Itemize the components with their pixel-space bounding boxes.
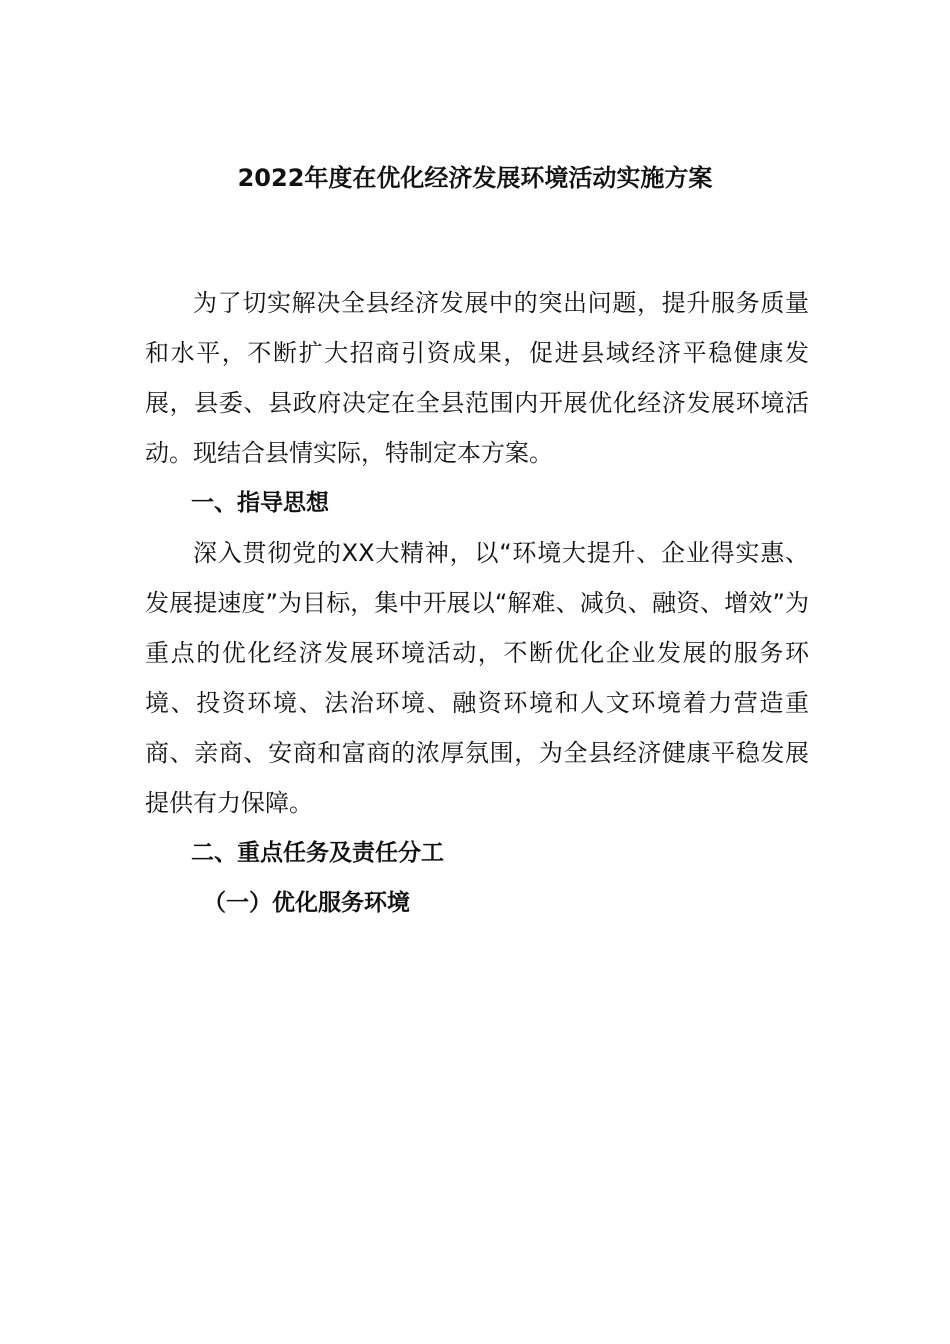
section-heading-guiding-ideology: 一、指导思想	[191, 490, 329, 516]
document-title: 2022年度在优化经济发展环境活动实施方案	[237, 164, 713, 192]
subsection-heading-service-environment: （一）优化服务环境	[203, 890, 410, 916]
guiding-ideology-paragraph: 深入贯彻党的XX大精神，以“环境大提升、企业得实惠、发展提速度”为目标，集中开展以“解难、减负、融资、增效”为重点的优化经济发展环境活动，不断优化企业发展的服务环境、投资环境、法治环境、融资环境和人文环境着力营造重商、亲商、安商和富商的浓厚氛围，为全县经济健康平稳发展提供有力保障。	[145, 539, 809, 817]
document-body	[145, 278, 809, 928]
section-heading-key-tasks: 二、重点任务及责任分工	[191, 840, 444, 866]
intro-paragraph: 为了切实解决全县经济发展中的突出问题，提升服务质量和水平，不断扩大招商引资成果，促进县域经济平稳健康发展，县委、县政府决定在全县范围内开展优化经济发展环境活动。现结合县情实际，特制定本方案。	[145, 289, 809, 467]
